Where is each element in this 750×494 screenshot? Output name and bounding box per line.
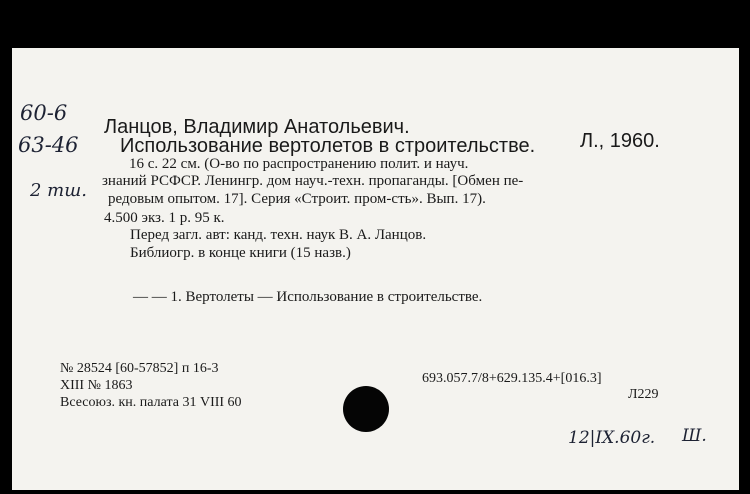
chamber-date: Всесоюз. кн. палата 31 VIII 60 — [60, 395, 242, 410]
note-author: Перед загл. авт: канд. техн. наук В. А. Ланцов. — [130, 227, 427, 243]
handwritten-shelf-code-1: 60-6 — [20, 101, 68, 125]
handwritten-margin-note: 2 тш. — [30, 180, 88, 201]
description-line-4: 4.500 экз. 1 р. 95 к. — [104, 210, 225, 226]
author-code: Л229 — [628, 387, 659, 402]
handwritten-initials: Ш. — [682, 426, 707, 446]
description-line-1: 16 с. 22 см. (О-во по распространению полит. и науч. — [129, 156, 469, 172]
author-heading: Ланцов, Владимир Анатольевич. — [104, 116, 410, 138]
place-year: Л., 1960. — [580, 130, 660, 152]
title-line: Использование вертолетов в строительстве. — [120, 135, 536, 157]
description-line-3: редовым опытом. 17]. Серия «Строит. пром-сть». Вып. 17). — [108, 191, 486, 207]
punch-hole — [343, 386, 389, 432]
card-number: № 28524 [60-57852] п 16-3 — [60, 361, 219, 376]
description-line-2: знаний РСФСР. Ленингр. дом науч.-техн. пропаганды. [Обмен пе- — [102, 173, 524, 189]
volume-number: XIII № 1863 — [60, 378, 133, 393]
handwritten-shelf-code-2: 63-46 — [18, 133, 79, 157]
subject-heading: — — 1. Вертолеты — Использование в строительстве. — [133, 289, 483, 305]
handwritten-date-note: 12|IX.60г. — [568, 428, 656, 448]
note-bibliography: Библиогр. в конце книги (15 назв.) — [130, 245, 351, 261]
udc-classification: 693.057.7/8+629.135.4+[016.3] — [422, 371, 602, 386]
